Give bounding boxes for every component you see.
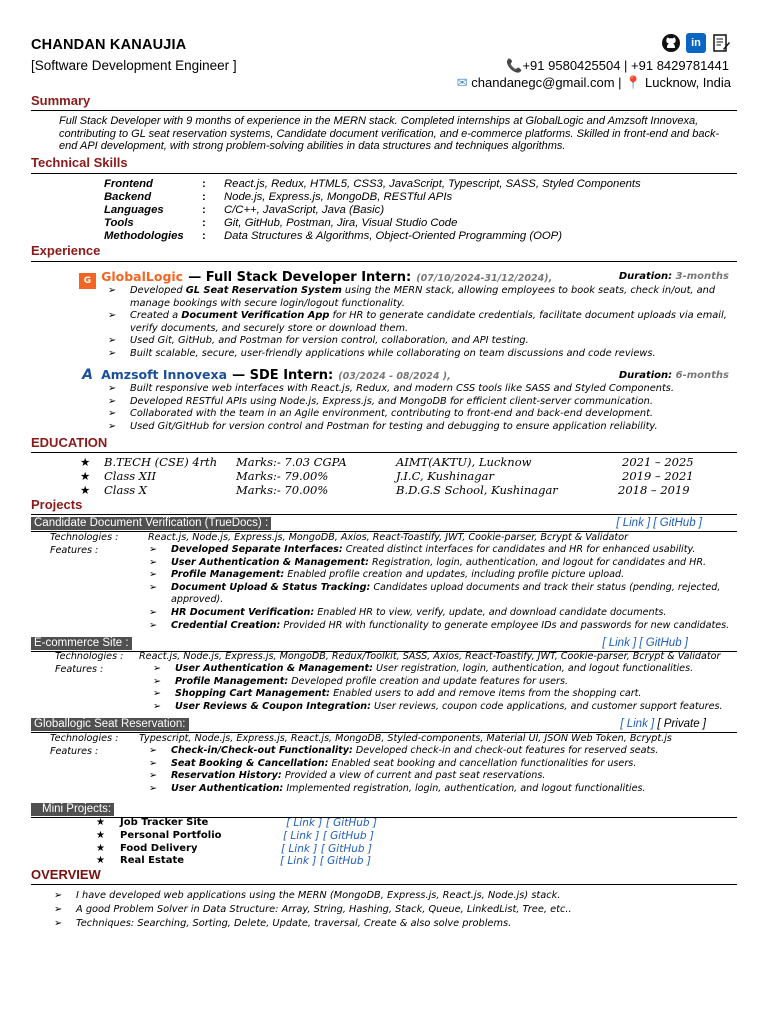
skills-table bbox=[104, 178, 641, 243]
mini-project-links[interactable]: [ Link ] [ GitHub ] bbox=[283, 829, 374, 842]
github-icon[interactable] bbox=[661, 33, 681, 53]
colon: : bbox=[202, 230, 206, 242]
email[interactable]: chandanegc@gmail.com | bbox=[471, 75, 622, 90]
job-bullets bbox=[108, 285, 728, 361]
tech-list: React.js, Node.js, Express.js, MongoDB, Redux/Toolkit, SASS, Axios, React-Toastify, JWT, Cookie-parser, Bcrypt & Validator bbox=[139, 651, 721, 662]
skill-values: React.js, Redux, HTML5, CSS3, JavaScript, Typescript, SASS, Styled Components bbox=[224, 178, 641, 190]
list-item bbox=[149, 569, 737, 582]
features-label-text: Features : bbox=[50, 746, 99, 757]
feature-text: Candidates upload documents and track their status (pending, rejected, approved). bbox=[171, 581, 721, 606]
phone-numbers[interactable]: +91 9580425504 | +91 8429781441 bbox=[522, 58, 729, 73]
list-item: ➢ Developed GL Seat Reservation System using the MERN stack, allowing employees to book seats, check in/out, and manage bookings with secure login/logout functionality. bbox=[108, 285, 716, 309]
school: AIMT(AKTU), Lucknow bbox=[396, 455, 532, 469]
duration-value: 3-months bbox=[675, 271, 729, 282]
job-duration bbox=[619, 271, 729, 282]
amzsoft-logo-icon: A bbox=[82, 367, 93, 383]
private-label: [ Private ] bbox=[657, 718, 706, 730]
arrow-icon: ➢ bbox=[149, 745, 158, 756]
list-item bbox=[108, 335, 728, 348]
list-item bbox=[149, 745, 737, 758]
list-item bbox=[153, 688, 737, 701]
feature-title: Seat Booking & Cancellation: bbox=[171, 757, 329, 769]
skill-values: C/C++, JavaScript, Java (Basic) bbox=[224, 204, 385, 216]
skill-row bbox=[104, 230, 641, 243]
divider bbox=[31, 514, 737, 515]
list-item bbox=[54, 918, 744, 932]
feature-text: User reviews, coupon code applications, and customer support features. bbox=[370, 700, 723, 712]
arrow-icon: ➢ bbox=[153, 663, 162, 674]
features-label bbox=[50, 545, 98, 556]
list-item bbox=[149, 770, 737, 783]
overview-list bbox=[54, 890, 744, 932]
arrow-icon: ➢ bbox=[54, 918, 63, 929]
marks: Marks:- 7.03 CGPA bbox=[236, 455, 347, 469]
job-dates: (03/2024 - 08/2024 ), bbox=[338, 371, 451, 382]
profile-links bbox=[661, 33, 731, 53]
arrow-icon: ➢ bbox=[54, 904, 63, 915]
feature-title: Credential Creation: bbox=[171, 619, 281, 631]
mini-project-row bbox=[96, 817, 396, 830]
project-link[interactable]: [ Link ] bbox=[620, 718, 655, 730]
feature-title: User Authentication & Management: bbox=[175, 663, 373, 674]
feature-title: Profile Management: bbox=[171, 569, 285, 581]
features-label bbox=[50, 746, 98, 757]
list-item bbox=[149, 620, 737, 633]
phone-icon: 📞 bbox=[506, 58, 523, 73]
summary-text: Full Stack Developer with 9 months of experience in the MERN stack. Completed internships at GlobalLogic and Amzsoft Innovexa, contributing to GL seat reservation systems, Candidate document verification, and e-commerce platforms. Skilled in front-end and back-end API development, with strong problem-solving abilities in data structures and techniques algorithms. bbox=[59, 115, 720, 153]
mini-project-row bbox=[96, 855, 396, 868]
feature-text: Enabled profile creation and updates, including profile picture upload. bbox=[284, 569, 625, 581]
list-item bbox=[153, 701, 737, 714]
feature-text: Provided a view of current and past seat reservations. bbox=[281, 770, 546, 782]
project-title: E-commerce Site : bbox=[31, 637, 132, 650]
colon: : bbox=[202, 204, 206, 216]
skill-row bbox=[104, 204, 641, 217]
mini-projects-list bbox=[96, 817, 396, 868]
degree: Class X bbox=[104, 483, 147, 497]
job-bullets bbox=[108, 383, 728, 433]
star-icon: ★ bbox=[80, 455, 91, 469]
project-title: Globallogic Seat Reservation: bbox=[31, 718, 189, 731]
divider bbox=[31, 110, 737, 111]
tech-label: Technologies : bbox=[55, 651, 124, 662]
company-name: Amzsoft Innovexa bbox=[101, 367, 228, 382]
project-title: Candidate Document Verification (TrueDocs) : bbox=[31, 517, 271, 530]
arrow-icon: ➢ bbox=[108, 408, 117, 420]
years: 2018 – 2019 bbox=[618, 483, 690, 497]
skill-category: Frontend bbox=[104, 178, 153, 190]
list-item bbox=[149, 582, 737, 607]
job-header bbox=[79, 364, 729, 382]
skill-category: Tools bbox=[104, 217, 134, 229]
arrow-icon: ➢ bbox=[149, 556, 158, 568]
list-item bbox=[108, 383, 728, 396]
feature-text: Enabled seat booking and cancellation functionalities for users. bbox=[328, 757, 637, 769]
list-item bbox=[149, 544, 737, 557]
star-icon: ★ bbox=[96, 829, 105, 841]
skill-row bbox=[104, 178, 641, 191]
mail-icon: ✉ bbox=[456, 75, 468, 90]
school: J.I.C, Kushinagar bbox=[396, 469, 494, 483]
bullet-text: Built scalable, secure, user-friendly applications while collaborating on team discussions and code reviews. bbox=[130, 347, 656, 359]
colon: : bbox=[202, 191, 206, 203]
colon: : bbox=[202, 178, 206, 190]
star-icon: ★ bbox=[80, 483, 91, 497]
list-item bbox=[149, 758, 737, 771]
list-item bbox=[153, 676, 737, 689]
arrow-icon: ➢ bbox=[108, 383, 117, 394]
resume-icon[interactable] bbox=[711, 33, 731, 53]
feature-text: Registration, login, authentication, and logout for candidates and HR. bbox=[368, 556, 707, 568]
skill-values: Data Structures & Algorithms, Object-Oriented Programming (OOP) bbox=[224, 230, 562, 242]
overview-text: Techniques: Searching, Sorting, Delete, Update, traversal, Create & also solve problems. bbox=[76, 918, 512, 929]
project-links-row bbox=[620, 718, 706, 730]
bullet-text: Used Git/GitHub for version control and Postman for testing and debugging to ensure application reliability. bbox=[130, 420, 658, 432]
list-item bbox=[149, 783, 737, 796]
arrow-icon: ➢ bbox=[153, 700, 162, 712]
arrow-icon: ➢ bbox=[149, 619, 158, 631]
education-heading: EDUCATION bbox=[31, 435, 108, 450]
duration-value: 6-months bbox=[675, 370, 729, 381]
job-header bbox=[79, 266, 729, 284]
linkedin-icon[interactable]: in bbox=[686, 33, 706, 53]
marks: Marks:- 79.00% bbox=[236, 469, 329, 483]
mini-projects-title: Mini Projects: bbox=[31, 803, 114, 816]
globallogic-logo-icon: G bbox=[79, 273, 96, 289]
school: B.D.G.S School, Kushinagar bbox=[396, 483, 558, 497]
tech-list: React.js, Node.js, Express.js, MongoDB, Axios, React-Toastify, JWT, Cookie-parser, Bcrypt & Validator bbox=[148, 532, 629, 543]
divider bbox=[31, 884, 737, 885]
mini-project-row bbox=[96, 843, 396, 856]
feature-list bbox=[153, 663, 737, 713]
mini-project-links[interactable]: [ Link ] [ GitHub ] bbox=[281, 842, 372, 855]
arrow-icon: ➢ bbox=[108, 310, 117, 322]
education-row bbox=[80, 483, 700, 497]
divider bbox=[31, 452, 737, 453]
summary-heading: Summary bbox=[31, 93, 91, 108]
experience-heading: Experience bbox=[31, 243, 101, 258]
list-item bbox=[153, 663, 737, 676]
list-item: ➢ Created a Document Verification App for HR to generate candidate credentials, facilitate document uploads via email, verify documents, and securely store or download them. bbox=[108, 310, 727, 334]
feature-text: User registration, login, authentication, and logout functionalities. bbox=[372, 663, 694, 674]
skill-category: Backend bbox=[104, 191, 152, 203]
location: Lucknow, India bbox=[644, 75, 731, 90]
list-item bbox=[108, 396, 728, 409]
job-duration bbox=[619, 370, 729, 381]
divider bbox=[31, 173, 737, 174]
feature-title: Check-in/Check-out Functionality: bbox=[171, 745, 353, 756]
feature-title: User Authentication & Management: bbox=[171, 556, 369, 568]
feature-title: Developed Separate Interfaces: bbox=[171, 544, 343, 555]
phone-line bbox=[506, 58, 729, 74]
feature-list bbox=[149, 544, 737, 632]
skills-heading: Technical Skills bbox=[31, 155, 128, 170]
bullet-text: Used Git, GitHub, and Postman for version control, collaboration, and API testing. bbox=[130, 335, 529, 347]
feature-title: User Authentication: bbox=[171, 782, 284, 794]
education-row bbox=[80, 455, 700, 469]
feature-title: Reservation History: bbox=[171, 770, 282, 782]
arrow-icon: ➢ bbox=[149, 569, 158, 581]
arrow-icon: ➢ bbox=[108, 285, 117, 296]
arrow-icon: ➢ bbox=[108, 420, 117, 432]
email-location-line bbox=[457, 75, 731, 91]
arrow-icon: ➢ bbox=[54, 890, 63, 901]
marks: Marks:- 70.00% bbox=[236, 483, 329, 497]
mini-project-name: Personal Portfolio bbox=[120, 829, 222, 841]
project-links[interactable]: [ Link ] [ GitHub ] bbox=[616, 517, 702, 529]
features-label-text: Features : bbox=[55, 664, 104, 675]
arrow-icon: ➢ bbox=[149, 544, 158, 555]
skill-values: Node.js, Express.js, MongoDB, RESTful APIs bbox=[224, 191, 453, 203]
duration-label: Duration: bbox=[618, 271, 673, 282]
list-item bbox=[149, 607, 737, 620]
overview-text: I have developed web applications using the MERN (MongoDB, Express.js, React.js, Node.js) stack. bbox=[76, 890, 561, 901]
mini-project-links[interactable]: [ Link ] [ GitHub ] bbox=[280, 855, 371, 868]
feature-title: HR Document Verification: bbox=[171, 606, 315, 618]
skill-category: Languages bbox=[104, 204, 164, 216]
feature-title: Document Upload & Status Tracking: bbox=[171, 581, 371, 593]
job-title: — SDE Intern: bbox=[232, 368, 334, 383]
arrow-icon: ➢ bbox=[108, 335, 117, 347]
feature-list bbox=[149, 745, 737, 795]
company-name: GlobalLogic bbox=[101, 269, 184, 284]
projects-heading: Projects bbox=[31, 497, 83, 512]
skill-values: Git, GitHub, Postman, Jira, Visual Studio Code bbox=[224, 217, 458, 229]
star-icon: ★ bbox=[96, 855, 105, 867]
duration-label: Duration: bbox=[618, 370, 673, 381]
feature-title: User Reviews & Coupon Integration: bbox=[175, 700, 371, 712]
mini-project-name: Job Tracker Site bbox=[120, 817, 209, 828]
list-item bbox=[54, 890, 744, 904]
education-row bbox=[80, 469, 700, 483]
arrow-icon: ➢ bbox=[149, 757, 158, 769]
bullet-text: Developed RESTful APIs using Node.js, Express.js, and MongoDB for efficient client-server communication. bbox=[130, 395, 653, 407]
tech-label: Technologies : bbox=[50, 532, 119, 543]
tech-list: Typescript, Node.js, Express.js, React.js, MongoDB, Styled-components, Material UI, JSON Web Token, Bcrypt.js bbox=[139, 733, 672, 744]
tech-label: Technologies : bbox=[50, 733, 119, 744]
list-item bbox=[108, 348, 728, 361]
years: 2021 – 2025 bbox=[622, 455, 694, 469]
star-icon: ★ bbox=[96, 842, 105, 854]
education-list bbox=[80, 455, 700, 497]
feature-text: Developed profile creation and update features for users. bbox=[288, 675, 568, 687]
arrow-icon: ➢ bbox=[149, 581, 158, 593]
arrow-icon: ➢ bbox=[153, 675, 162, 687]
location-pin-icon: 📍 bbox=[625, 75, 642, 90]
feature-text: Created distinct interfaces for candidates and HR for enhanced usability. bbox=[342, 544, 696, 555]
feature-title: Shopping Cart Management: bbox=[175, 688, 331, 700]
mini-project-links[interactable]: [ Link ] [ GitHub ] bbox=[286, 817, 377, 829]
list-item bbox=[108, 421, 728, 434]
list-item bbox=[54, 904, 744, 918]
features-label-text: Features : bbox=[50, 545, 99, 556]
mini-project-row bbox=[96, 830, 396, 843]
star-icon: ★ bbox=[96, 817, 105, 828]
arrow-icon: ➢ bbox=[108, 347, 117, 359]
list-item bbox=[108, 408, 728, 421]
features-label bbox=[55, 664, 103, 675]
project-links[interactable]: [ Link ] [ GitHub ] bbox=[602, 637, 688, 649]
job-title: — Full Stack Developer Intern: bbox=[188, 270, 412, 285]
skill-category: Methodologies bbox=[104, 230, 184, 242]
feature-title: Profile Management: bbox=[175, 675, 289, 687]
bullet-text: Collaborated with the team in an Agile environment, contributing to front-end and back-end development. bbox=[130, 408, 654, 420]
job-dates: (07/10/2024-31/12/2024), bbox=[416, 273, 553, 284]
feature-text: Enabled users to add and remove items from the shopping cart. bbox=[330, 688, 642, 700]
arrow-icon: ➢ bbox=[149, 782, 158, 794]
list-item bbox=[149, 557, 737, 570]
job-role: [Software Development Engineer ] bbox=[31, 58, 237, 73]
arrow-icon: ➢ bbox=[153, 688, 162, 700]
feature-text: Developed check-in and check-out features for reserved seats. bbox=[352, 745, 659, 756]
feature-text: Implemented registration, login, authentication, and logout functionalities. bbox=[283, 782, 646, 794]
overview-heading: OVERVIEW bbox=[31, 867, 101, 882]
mini-project-name: Food Delivery bbox=[120, 842, 198, 854]
candidate-name: CHANDAN KANAUJIA bbox=[31, 37, 187, 53]
degree: B.TECH (CSE) 4rth bbox=[104, 455, 218, 469]
arrow-icon: ➢ bbox=[149, 770, 158, 782]
mini-project-name: Real Estate bbox=[120, 855, 185, 867]
skill-row bbox=[104, 217, 641, 230]
bullet-text: Built responsive web interfaces with React.js, Redux, and modern CSS tools like SASS and Styled Components. bbox=[130, 383, 675, 394]
feature-text: Enabled HR to view, verify, update, and download candidate documents. bbox=[314, 606, 667, 618]
degree: Class XII bbox=[104, 469, 157, 483]
colon: : bbox=[202, 217, 206, 229]
feature-text: Provided HR with functionality to generate employee IDs and passwords for new candidates. bbox=[280, 619, 730, 631]
overview-text: A good Problem Solver in Data Structure: Array, String, Hashing, Stack, Queue, LinkedList, Tree, etc.. bbox=[76, 904, 572, 915]
divider bbox=[31, 261, 737, 262]
years: 2019 – 2021 bbox=[622, 469, 694, 483]
skill-row bbox=[104, 191, 641, 204]
arrow-icon: ➢ bbox=[108, 395, 117, 407]
star-icon: ★ bbox=[80, 469, 91, 483]
arrow-icon: ➢ bbox=[149, 606, 158, 618]
